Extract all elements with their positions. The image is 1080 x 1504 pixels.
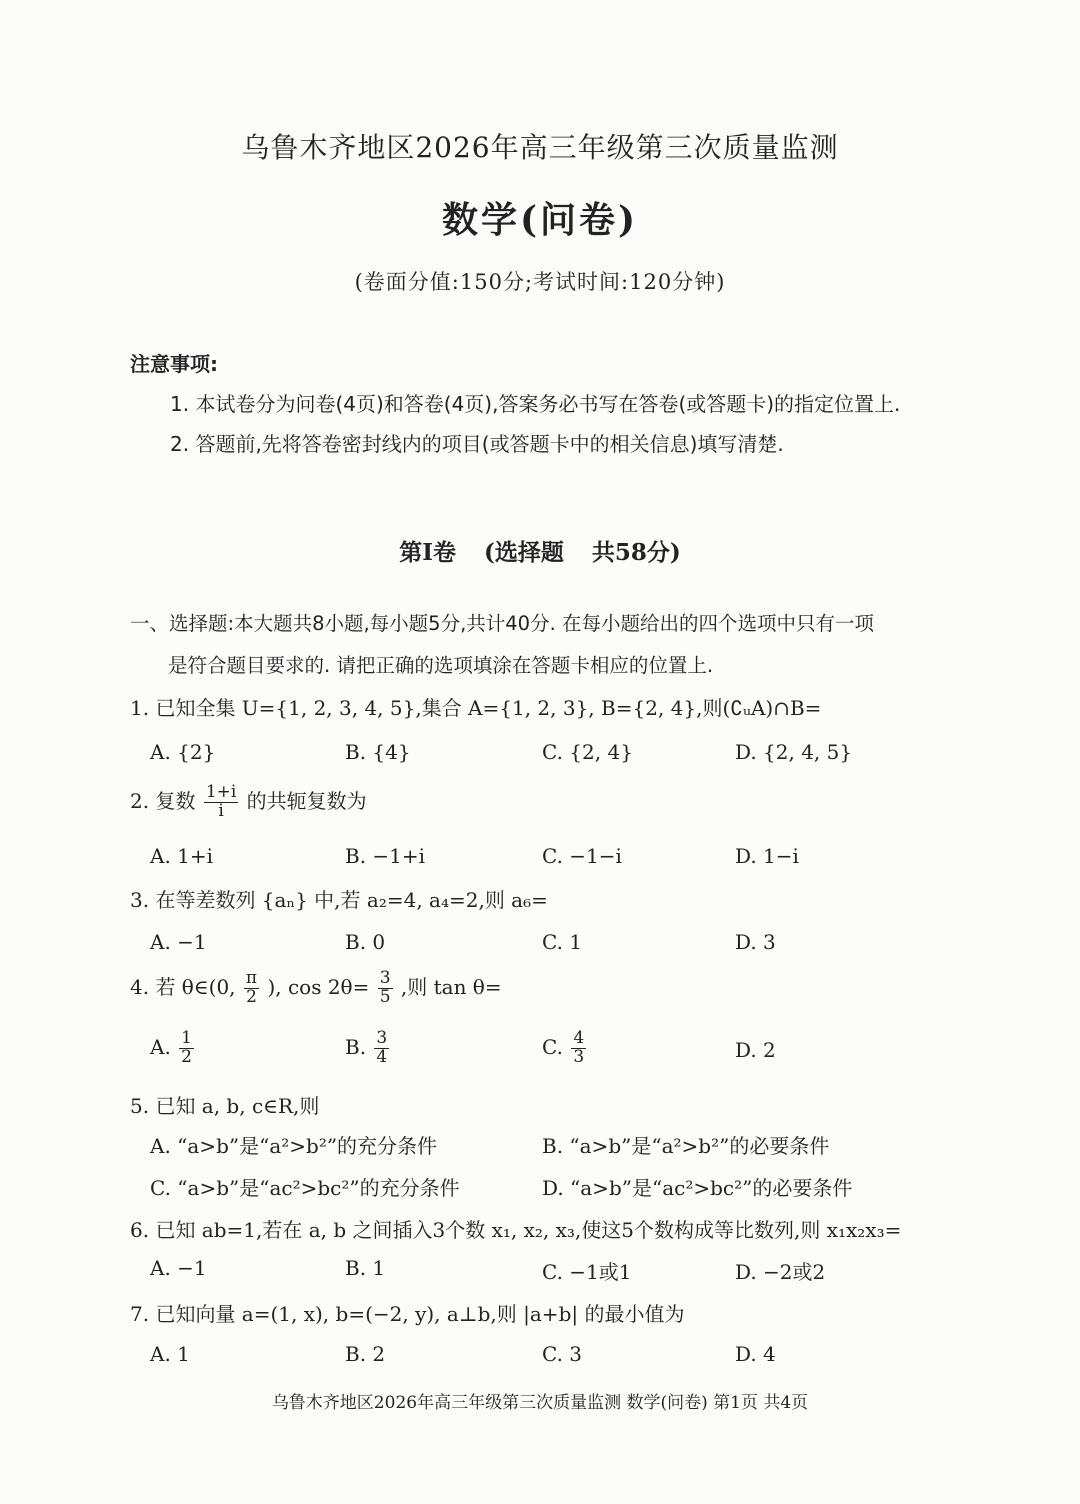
exam-info: (卷面分值:150分;考试时间:120分钟) <box>354 270 726 294</box>
option-fraction <box>179 1030 194 1067</box>
question-2-option-a: A. 1+i <box>150 844 214 868</box>
fraction-numerator: 3 <box>379 968 391 988</box>
option-fraction <box>571 1030 586 1067</box>
question-1-option-b: B. {4} <box>345 740 411 764</box>
question-3-option-c: C. 1 <box>542 930 583 954</box>
question-6-option-c: C. −1或1 <box>542 1260 632 1284</box>
fraction-denominator: 2 <box>181 1046 192 1067</box>
question-1-option-d: D. {2, 4, 5} <box>735 740 853 764</box>
question-6-option-d: D. −2或2 <box>735 1260 826 1284</box>
question-5-option-d: D. “a>b”是“ac²>bc²”的必要条件 <box>542 1176 853 1200</box>
question-4-stem-pre: 4. 若 θ∈(0, <box>130 974 236 999</box>
question-6-stem: 6. 已知 ab=1,若在 a, b 之间插入3个数 x₁, x₂, x₃,使这5个数构成等比数列,则 x₁x₂x₃= <box>130 1218 902 1242</box>
option-letter: C. <box>542 1034 563 1059</box>
question-5-option-b: B. “a>b”是“a²>b²”的必要条件 <box>542 1134 830 1158</box>
question-1-stem: 1. 已知全集 U={1, 2, 3, 4, 5},集合 A={1, 2, 3}, B={2, 4},则(∁ᵤA)∩B= <box>130 696 822 720</box>
subject-title: 数学(问卷) <box>441 199 639 241</box>
section-heading <box>0 534 1080 567</box>
exam-title: 乌鲁木齐地区2026年高三年级第三次质量监测 <box>241 131 839 164</box>
question-7-option-c: C. 3 <box>542 1342 583 1366</box>
question-1-option-c: C. {2, 4} <box>542 740 633 764</box>
option-letter: A. <box>150 1034 171 1059</box>
question-4-option-b <box>345 1030 391 1067</box>
question-5-stem: 5. 已知 a, b, c∈R,则 <box>130 1094 320 1118</box>
question-4-option-c <box>542 1030 588 1067</box>
question-2-stem-pre: 2. 复数 <box>130 788 196 813</box>
question-4-stem <box>130 970 502 1007</box>
fraction-numerator: 1 <box>181 1028 192 1048</box>
question-7-option-b: B. 2 <box>345 1342 386 1366</box>
question-7-option-a: A. 1 <box>150 1342 190 1366</box>
section-intro: 一、选择题:本大题共8小题,每小题5分,共计40分. 在每小题给出的四个选项中只有一项 <box>130 612 874 635</box>
option-letter: B. <box>345 1034 367 1059</box>
question-4-fraction-2 <box>378 970 393 1007</box>
question-7-option-d: D. 4 <box>735 1342 776 1366</box>
question-2-fraction <box>204 784 239 821</box>
question-1-option-a: A. {2} <box>150 740 216 764</box>
question-2-stem-post: 的共轭复数为 <box>246 788 367 813</box>
question-6-option-b: B. 1 <box>345 1256 386 1280</box>
question-4-option-a <box>150 1030 196 1067</box>
fraction-denominator: 5 <box>379 986 391 1007</box>
question-3-stem: 3. 在等差数列 {aₙ} 中,若 a₂=4, a₄=2,则 a₆= <box>130 888 548 912</box>
note-item: 2. 答题前,先将答卷密封线内的项目(或答题卡中的相关信息)填写清楚. <box>170 432 784 456</box>
note-item: 1. 本试卷分为问卷(4页)和答卷(4页),答案务必书写在答卷(或答题卡)的指定位置上. <box>170 392 901 416</box>
question-7-stem: 7. 已知向量 a=(1, x), b=(−2, y), a⊥b,则 |a+b| 的最小值为 <box>130 1302 685 1326</box>
section-part: 第Ⅰ卷 <box>399 539 456 566</box>
question-2-option-c: C. −1−i <box>542 844 622 868</box>
question-4-stem-mid: ), cos 2θ= <box>267 974 370 999</box>
question-4-option-d: D. 2 <box>735 1038 776 1062</box>
section-name: (选择题 <box>483 539 564 566</box>
page-footer: 乌鲁木齐地区2026年高三年级第三次质量监测 数学(问卷) 第1页 共4页 <box>271 1393 809 1413</box>
notes-heading: 注意事项: <box>130 352 218 376</box>
fraction-numerator: 4 <box>573 1028 585 1048</box>
question-5-option-a: A. “a>b”是“a²>b²”的充分条件 <box>150 1134 438 1158</box>
fraction-denominator: 2 <box>246 986 257 1007</box>
section-points: 共58分) <box>591 539 681 566</box>
fraction-numerator: 3 <box>376 1028 388 1048</box>
question-6-option-a: A. −1 <box>150 1256 207 1280</box>
question-3-option-d: D. 3 <box>735 930 776 954</box>
fraction-denominator: 4 <box>376 1046 388 1067</box>
question-5-option-c: C. “a>b”是“ac²>bc²”的充分条件 <box>150 1176 460 1200</box>
option-fraction <box>374 1030 389 1067</box>
question-3-option-b: B. 0 <box>345 930 386 954</box>
question-2-stem <box>130 784 367 821</box>
section-intro: 是符合题目要求的. 请把正确的选项填涂在答题卡相应的位置上. <box>168 654 714 677</box>
question-2-option-d: D. 1−i <box>735 844 799 868</box>
fraction-denominator: i <box>218 800 224 821</box>
question-4-stem-post: ,则 tan θ= <box>400 974 502 999</box>
question-3-option-a: A. −1 <box>150 930 207 954</box>
fraction-numerator: 1+i <box>205 782 237 802</box>
fraction-denominator: 3 <box>573 1046 585 1067</box>
question-4-fraction-1 <box>244 970 259 1007</box>
fraction-numerator: π <box>245 968 258 988</box>
question-2-option-b: B. −1+i <box>345 844 426 868</box>
